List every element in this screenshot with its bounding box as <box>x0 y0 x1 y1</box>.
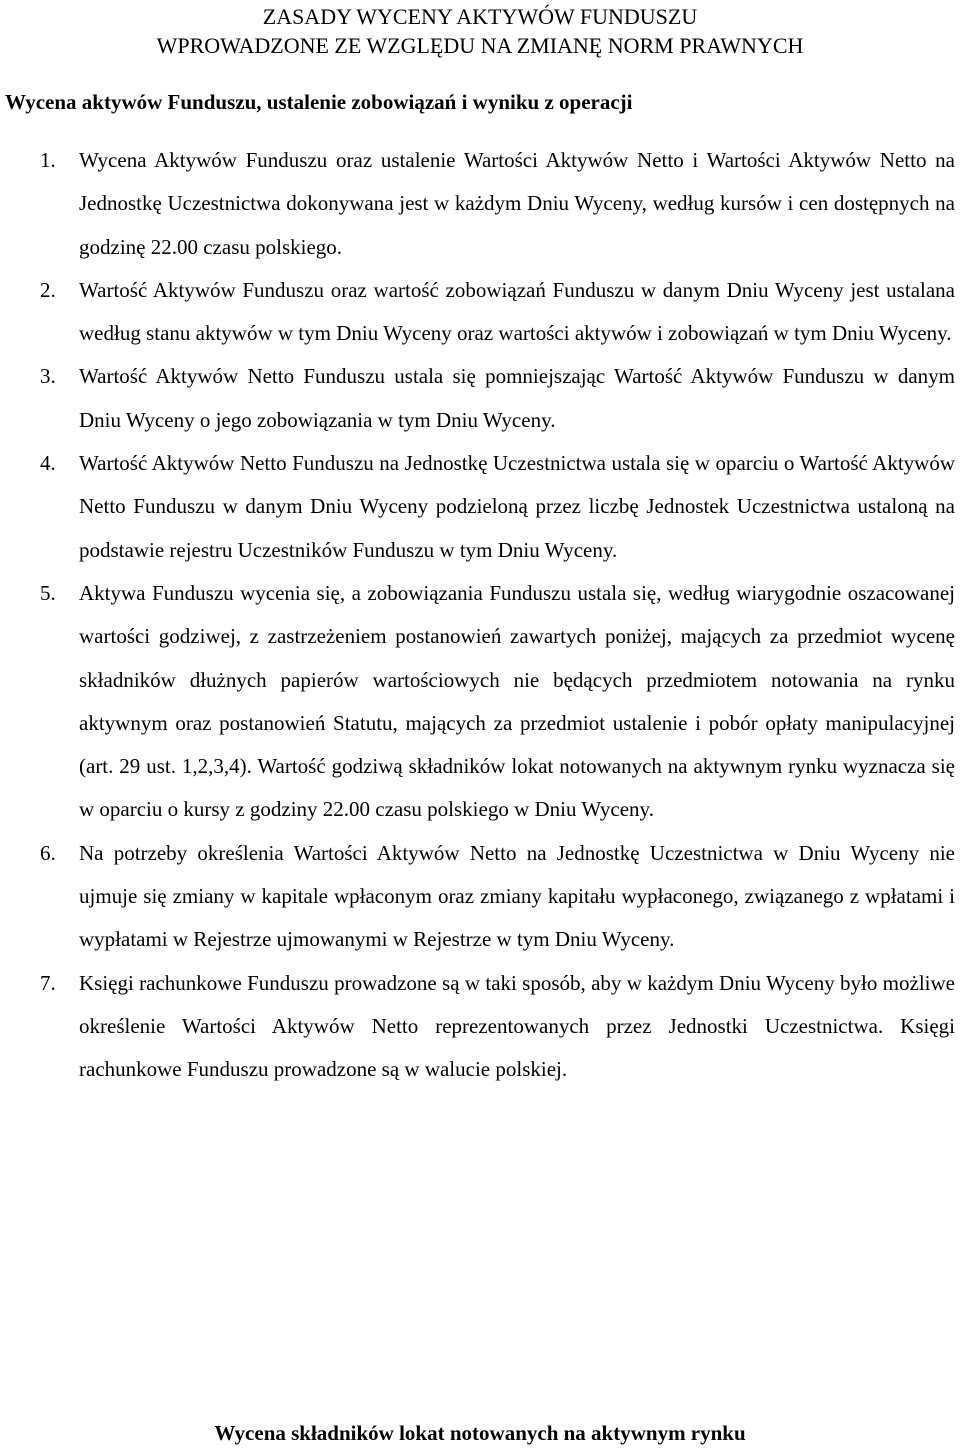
item-number: 7. <box>40 970 56 995</box>
rules-list <box>0 139 960 1092</box>
list-item <box>0 139 960 269</box>
item-number: 1. <box>40 148 56 172</box>
list-item <box>0 269 960 356</box>
item-number: 6. <box>40 840 56 865</box>
item-text: Wartość Aktywów Netto Funduszu na Jednostkę Uczestnictwa ustala się w oparciu o Wartość Aktywów Netto Funduszu w danym Dniu Wyceny podzieloną przez liczbę Jednostek Uczestnictwa ustaloną na podstawie rejestru Uczestników Funduszu w tym Dniu Wyceny. <box>79 451 955 562</box>
title-line-2: WPROWADZONE ZE WZGLĘDU NA ZMIANĘ NORM PRAWNYCH <box>156 33 804 58</box>
document-title <box>0 2 960 60</box>
item-number: 4. <box>40 451 56 476</box>
item-number: 3. <box>40 364 56 389</box>
item-number: 5. <box>40 580 56 605</box>
list-item <box>0 572 960 832</box>
title-line-1: ZASADY WYCENY AKTYWÓW FUNDUSZU <box>262 4 698 29</box>
list-item <box>0 355 960 442</box>
item-number: 2. <box>40 277 56 302</box>
item-text: Wartość Aktywów Funduszu oraz wartość zobowiązań Funduszu w danym Dniu Wyceny jest ustalana według stanu aktywów w tym Dniu Wyceny oraz wartości aktywów i zobowiązań w tym Dniu Wyceny. <box>79 277 955 346</box>
bottom-section-heading: Wycena składników lokat notowanych na aktywnym rynku <box>214 1421 746 1445</box>
item-text: Wycena Aktywów Funduszu oraz ustalenie Wartości Aktywów Netto i Wartości Aktywów Netto na Jednostkę Uczestnictwa dokonywana jest w każdym Dniu Wyceny, według kursów i cen dostępnych na godzinę 22.00 czasu polskiego. <box>79 148 955 259</box>
list-item <box>0 442 960 572</box>
list-item <box>0 832 960 962</box>
list-item <box>0 962 960 1092</box>
section-heading: Wycena aktywów Funduszu, ustalenie zobowiązań i wyniku z operacji <box>5 90 633 114</box>
item-text: Wartość Aktywów Netto Funduszu ustala się pomniejszając Wartość Aktywów Funduszu w danym Dniu Wyceny o jego zobowiązania w tym Dniu Wyceny. <box>79 364 955 432</box>
item-text: Księgi rachunkowe Funduszu prowadzone są w taki sposób, aby w każdym Dniu Wyceny było możliwe określenie Wartości Aktywów Netto reprezentowanych przez Jednostki Uczestnictwa. Księgi rachunkowe Funduszu prowadzone są w walucie polskiej. <box>79 970 955 1082</box>
item-text: Aktywa Funduszu wycenia się, a zobowiązania Funduszu ustala się, według wiarygodnie oszacowanej wartości godziwej, z zastrzeżeniem postanowień zawartych poniżej, mających za przedmiot wycenę składników dłużnych papierów wartościowych nie będących przedmiotem notowania na rynku aktywnym oraz postanowień Statutu, mających za przedmiot ustalenie i pobór opłaty manipulacyjnej (art. 29 ust. 1,2,3,4). Wartość godziwą składników lokat notowanych na aktywnym rynku wyznacza się w oparciu o kursy z godziny 22.00 czasu polskiego w Dniu Wyceny. <box>79 580 955 822</box>
item-text: Na potrzeby określenia Wartości Aktywów Netto na Jednostkę Uczestnictwa w Dniu Wyceny nie ujmuje się zmiany w kapitale wpłaconym oraz zmiany kapitału wypłaconego, związanego z wpłatami i wypłatami w Rejestrze ujmowanymi w Rejestrze w tym Dniu Wyceny. <box>79 840 955 952</box>
